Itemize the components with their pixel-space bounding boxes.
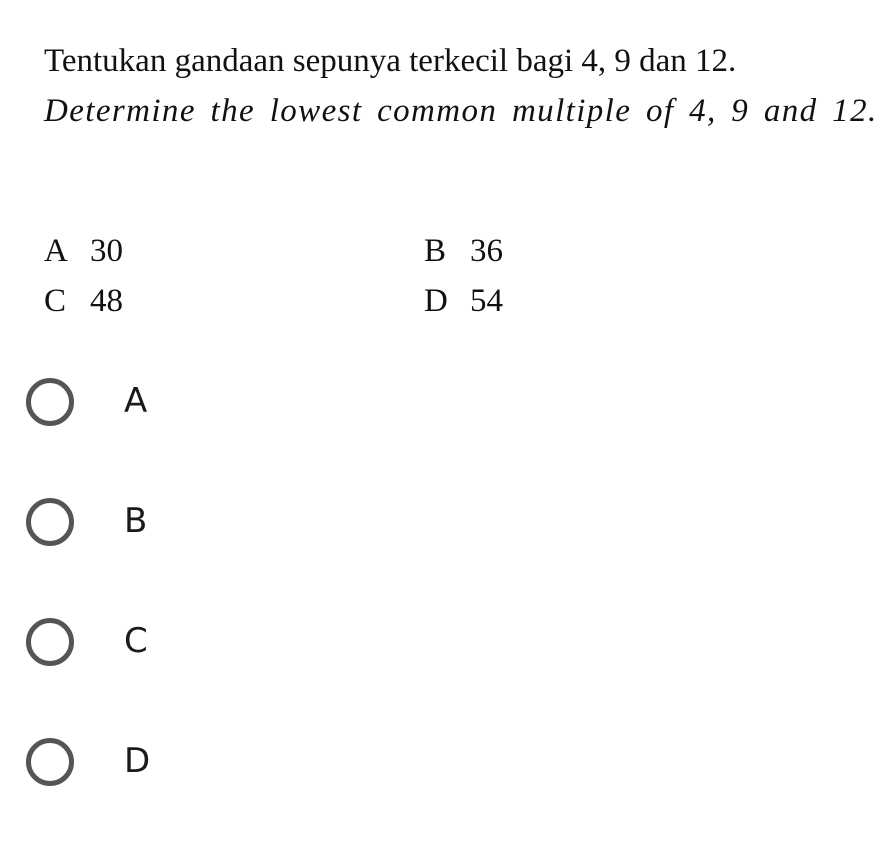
answer-value: 36 bbox=[470, 233, 503, 269]
answer-choices bbox=[44, 233, 644, 333]
answer-letter: A bbox=[44, 233, 68, 269]
radio-button-d[interactable] bbox=[26, 738, 74, 786]
option-b[interactable] bbox=[26, 495, 866, 615]
answer-value: 30 bbox=[90, 233, 123, 269]
answer-choice-b bbox=[424, 233, 503, 270]
answer-choice-c bbox=[44, 283, 123, 320]
radio-button-c[interactable] bbox=[26, 618, 74, 666]
question-text bbox=[44, 36, 884, 136]
option-label-b: B bbox=[124, 501, 148, 541]
radio-button-b[interactable] bbox=[26, 498, 74, 546]
option-label-c: C bbox=[124, 621, 148, 661]
option-a[interactable] bbox=[26, 375, 866, 495]
radio-options bbox=[26, 375, 866, 855]
radio-button-a[interactable] bbox=[26, 378, 74, 426]
option-c[interactable] bbox=[26, 615, 866, 735]
answer-choice-d bbox=[424, 283, 503, 320]
answer-letter: C bbox=[44, 283, 67, 319]
option-label-a: A bbox=[124, 381, 148, 421]
answer-row bbox=[44, 233, 644, 283]
answer-letter: D bbox=[424, 283, 448, 319]
option-d[interactable] bbox=[26, 735, 866, 855]
answer-value: 54 bbox=[470, 283, 503, 319]
question-english: Determine the lowest common multiple of 4, 9 and 12. bbox=[44, 93, 878, 129]
answer-choice-a bbox=[44, 233, 123, 270]
option-label-d: D bbox=[124, 741, 151, 781]
answer-row bbox=[44, 283, 644, 333]
answer-letter: B bbox=[424, 233, 447, 269]
question-malay: Tentukan gandaan sepunya terkecil bagi 4, 9 dan 12. bbox=[44, 43, 737, 79]
answer-value: 48 bbox=[90, 283, 123, 319]
